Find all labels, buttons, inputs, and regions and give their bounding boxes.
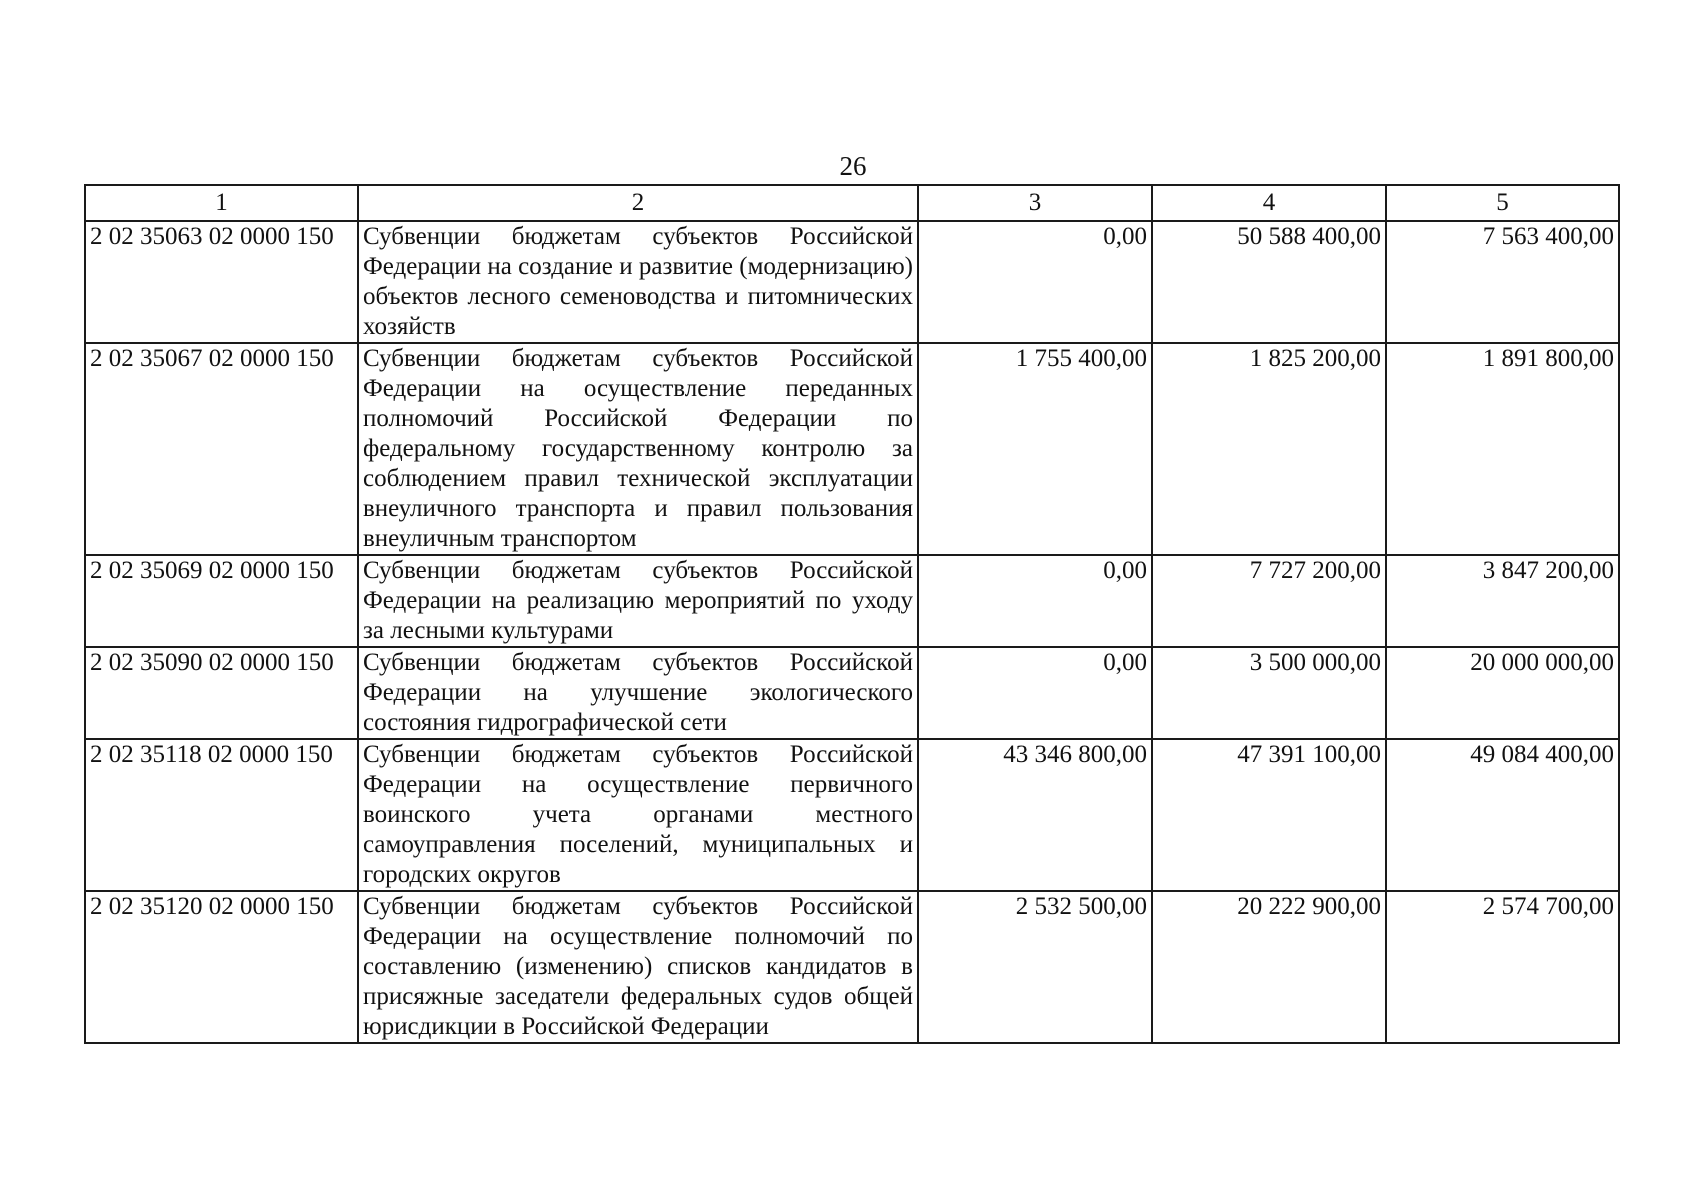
table-row [85,555,1619,647]
row-col3-value: 43 346 800,00 [918,739,1152,891]
row-description: Субвенции бюджетам субъектов Российской Федерации на осуществление первичного воинского учета органами местного самоуправления поселений, муниципальных и городских округов [358,739,918,891]
table-header [85,185,1619,221]
budget-table [84,184,1620,1044]
row-code: 2 02 35118 02 0000 150 [85,739,358,891]
row-col5-value: 20 000 000,00 [1386,647,1619,739]
row-col4-value: 50 588 400,00 [1152,221,1386,343]
header-col-5: 5 [1386,185,1619,221]
row-col5-value: 1 891 800,00 [1386,343,1619,555]
row-col3-value: 0,00 [918,647,1152,739]
row-col5-value: 2 574 700,00 [1386,891,1619,1043]
row-col4-value: 1 825 200,00 [1152,343,1386,555]
header-col-4: 4 [1152,185,1386,221]
table-row [85,221,1619,343]
row-col5-value: 49 084 400,00 [1386,739,1619,891]
header-row [85,185,1619,221]
row-code: 2 02 35063 02 0000 150 [85,221,358,343]
row-col5-value: 7 563 400,00 [1386,221,1619,343]
row-description: Субвенции бюджетам субъектов Российской Федерации на осуществление полномочий по составлению (изменению) списков кандидатов в присяжные заседатели федеральных судов общей юрисдикции в Российской Федерации [358,891,918,1043]
header-col-2: 2 [358,185,918,221]
row-col4-value: 20 222 900,00 [1152,891,1386,1043]
table-row [85,739,1619,891]
row-description: Субвенции бюджетам субъектов Российской Федерации на осуществление переданных полномочий Российской Федерации по федеральному государственному контролю за соблюдением правил технической эксплуатации внеуличного транспорта и правил пользования внеуличным транспортом [358,343,918,555]
row-col3-value: 0,00 [918,221,1152,343]
row-col4-value: 3 500 000,00 [1152,647,1386,739]
header-col-3: 3 [918,185,1152,221]
page-number: 26 [839,151,867,181]
row-description: Субвенции бюджетам субъектов Российской Федерации на улучшение экологического состояния гидрографической сети [358,647,918,739]
row-col4-value: 7 727 200,00 [1152,555,1386,647]
table-row [85,343,1619,555]
row-description: Субвенции бюджетам субъектов Российской Федерации на реализацию мероприятий по уходу за лесными культурами [358,555,918,647]
row-code: 2 02 35067 02 0000 150 [85,343,358,555]
row-code: 2 02 35120 02 0000 150 [85,891,358,1043]
row-col5-value: 3 847 200,00 [1386,555,1619,647]
row-col4-value: 47 391 100,00 [1152,739,1386,891]
table-body [85,221,1619,1043]
row-col3-value: 0,00 [918,555,1152,647]
row-col3-value: 2 532 500,00 [918,891,1152,1043]
table-row [85,891,1619,1043]
table-row [85,647,1619,739]
header-col-1: 1 [85,185,358,221]
row-col3-value: 1 755 400,00 [918,343,1152,555]
row-description: Субвенции бюджетам субъектов Российской Федерации на создание и развитие (модернизацию) объектов лесного семеноводства и питомнических хозяйств [358,221,918,343]
row-code: 2 02 35090 02 0000 150 [85,647,358,739]
row-code: 2 02 35069 02 0000 150 [85,555,358,647]
